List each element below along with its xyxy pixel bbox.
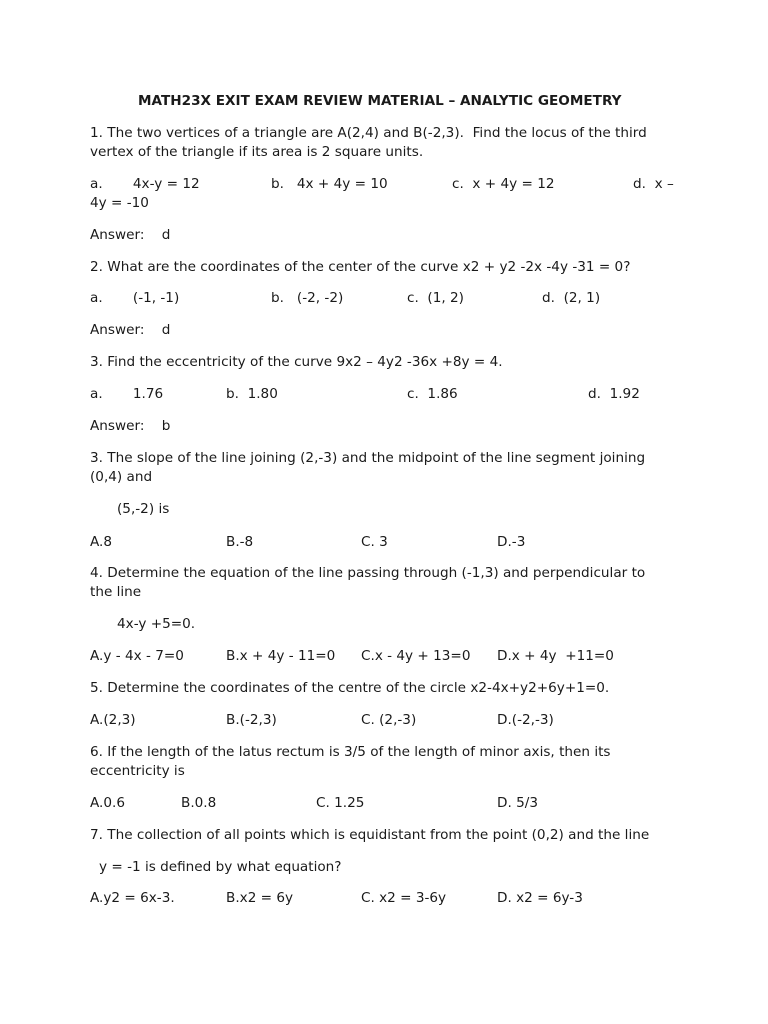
q3b-text-line3: (5,-2) is [117, 501, 170, 517]
q3b-text-line2: (0,4) and [90, 469, 153, 485]
q3b-option-b: B.-8 [226, 534, 254, 550]
q3a-text-line1: 3. Find the eccentricity of the curve 9x2 – 4y2 -36x +8y = 4. [90, 354, 503, 370]
q1-option-c: c. x + 4y = 12 [452, 176, 555, 192]
q5-option-d: D.(-2,-3) [497, 712, 554, 728]
q3b-option-a: A.8 [90, 534, 113, 550]
q7-option-d: D. x2 = 6y-3 [497, 890, 583, 906]
q7-option-b: B.x2 = 6y [226, 890, 294, 906]
q5-option-c: C. (2,-3) [361, 712, 417, 728]
page-title: MATH23X EXIT EXAM REVIEW MATERIAL – ANALYTIC GEOMETRY [138, 93, 622, 109]
q7-text-line2: y = -1 is defined by what equation? [99, 859, 342, 875]
q7-text-line1: 7. The collection of all points which is equidistant from the point (0,2) and the line [90, 827, 650, 843]
q2-option-c: c. (1, 2) [407, 290, 464, 306]
q6-text-line2: eccentricity is [90, 763, 185, 779]
q1-text-line1: 1. The two vertices of a triangle are A(2,4) and B(-2,3). Find the locus of the third [90, 125, 647, 141]
q2-option-a: a. (-1, -1) [90, 290, 180, 306]
q5-option-b: B.(-2,3) [226, 712, 277, 728]
q6-option-b: B.0.8 [181, 795, 217, 811]
q3a-option-d: d. 1.92 [588, 386, 640, 402]
q3a-answer: Answer: b [90, 418, 171, 434]
q4-option-d: D.x + 4y +11=0 [497, 648, 614, 664]
q3a-option-a: a. 1.76 [90, 386, 164, 402]
q1-text-line2: vertex of the triangle if its area is 2 square units. [90, 144, 424, 160]
q5-text-line1: 5. Determine the coordinates of the centre of the circle x2-4x+y2+6y+1=0. [90, 680, 610, 696]
q1-answer: Answer: d [90, 227, 171, 243]
q4-text-line1: 4. Determine the equation of the line passing through (-1,3) and perpendicular to [90, 565, 646, 581]
q6-text-line1: 6. If the length of the latus rectum is 3/5 of the length of minor axis, then its [90, 744, 611, 760]
q5-option-a: A.(2,3) [90, 712, 136, 728]
q1-option-d-continued: 4y = -10 [90, 195, 149, 211]
q6-option-a: A.0.6 [90, 795, 125, 811]
q7-option-a: A.y2 = 6x-3. [90, 890, 175, 906]
q3a-option-b: b. 1.80 [226, 386, 278, 402]
q1-option-a: a. 4x-y = 12 [90, 176, 200, 192]
q3a-option-c: c. 1.86 [407, 386, 458, 402]
q2-text-line1: 2. What are the coordinates of the center of the curve x2 + y2 -2x -4y -31 = 0? [90, 259, 631, 275]
q1-option-b: b. 4x + 4y = 10 [271, 176, 388, 192]
q3b-option-c: C. 3 [361, 534, 388, 550]
q4-option-a: A.y - 4x - 7=0 [90, 648, 184, 664]
q6-option-d: D. 5/3 [497, 795, 538, 811]
q4-option-c: C.x - 4y + 13=0 [361, 648, 471, 664]
q2-option-b: b. (-2, -2) [271, 290, 344, 306]
q2-answer: Answer: d [90, 322, 171, 338]
q3b-option-d: D.-3 [497, 534, 526, 550]
q2-option-d: d. (2, 1) [542, 290, 601, 306]
q3b-text-line1: 3. The slope of the line joining (2,-3) and the midpoint of the line segment joining [90, 450, 646, 466]
q4-text-line3: 4x-y +5=0. [117, 616, 196, 632]
q4-option-b: B.x + 4y - 11=0 [226, 648, 336, 664]
q7-option-c: C. x2 = 3-6y [361, 890, 447, 906]
q6-option-c: C. 1.25 [316, 795, 365, 811]
q1-option-d: d. x – [633, 176, 674, 192]
q4-text-line2: the line [90, 584, 142, 600]
